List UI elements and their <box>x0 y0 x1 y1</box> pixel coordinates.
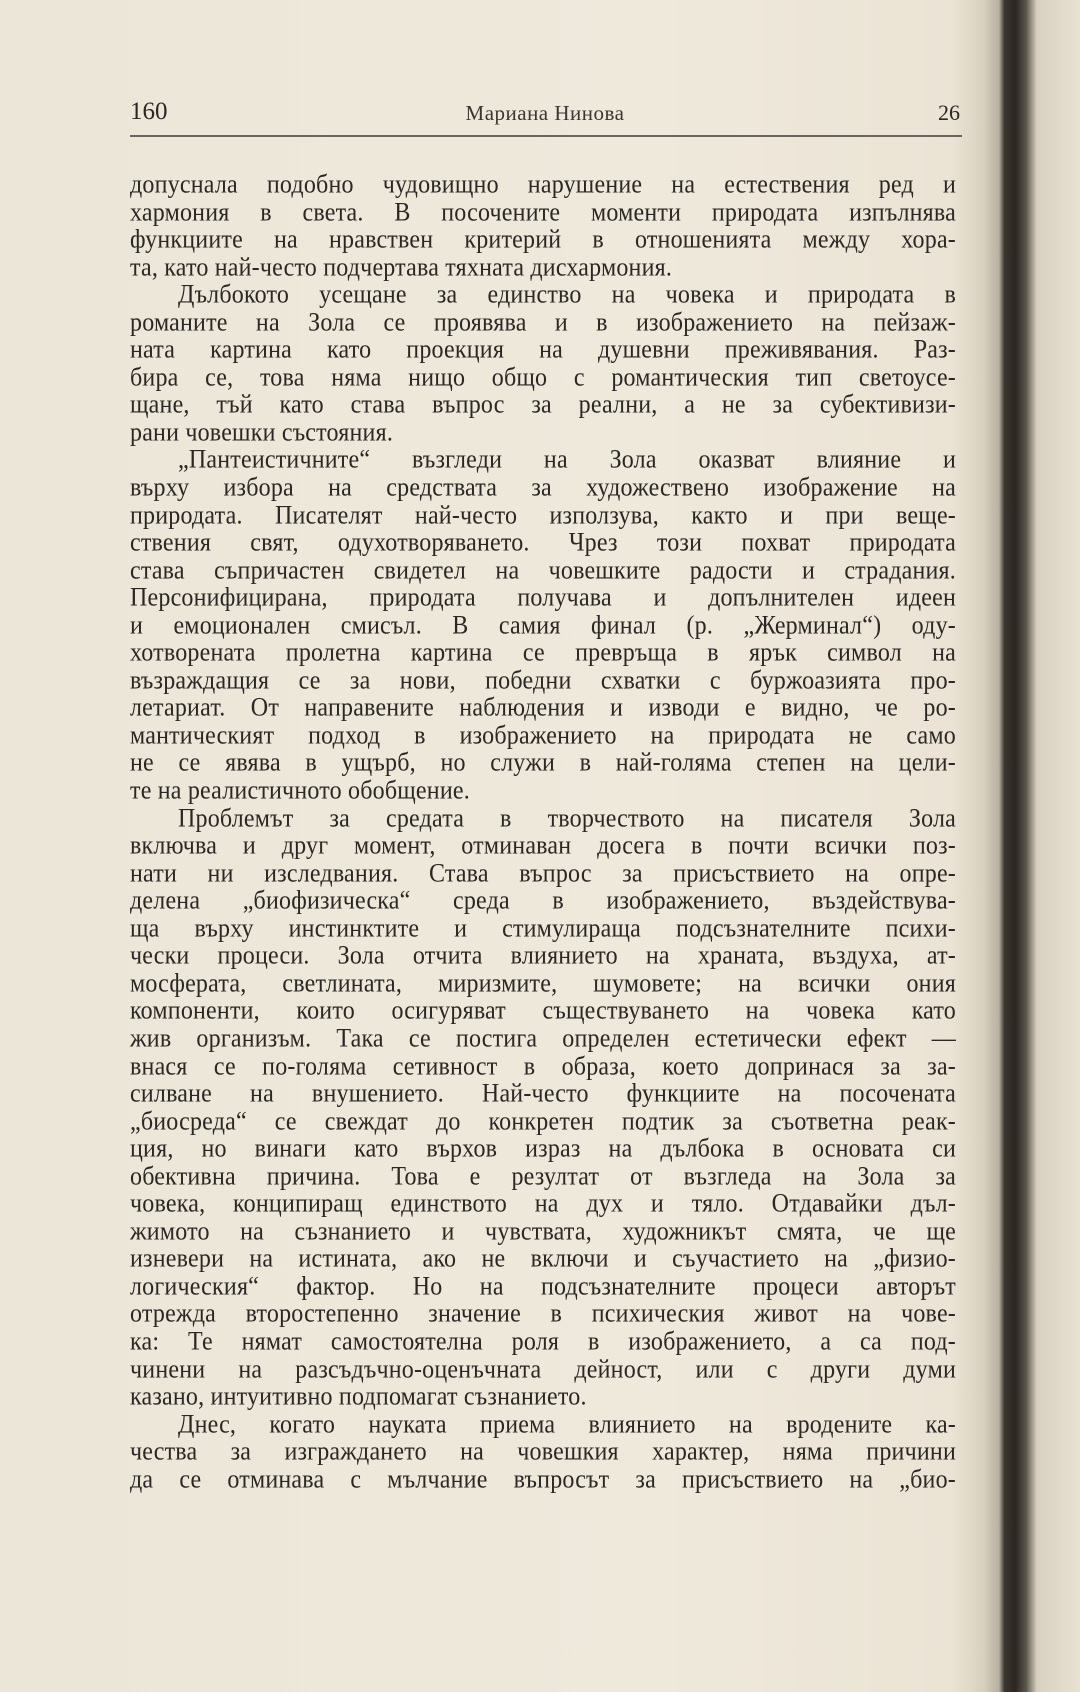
text-line: ща върху инстинктите и стимулираща подсъзнателните психи- <box>130 914 956 943</box>
text-line: внася се по-голяма сетивност в образа, което допринася за за- <box>130 1052 956 1081</box>
text-line: отрежда второстепенно значение в психическия живот на чове- <box>130 1300 956 1329</box>
text-line: и емоционален смисъл. В самия финал (р. „Жерминал“) оду- <box>130 611 956 640</box>
text-line: функциите на нравствен критерий в отношенията между хора- <box>130 225 956 255</box>
text-line: ка: Те нямат самостоятелна роля в изображението, а са под- <box>130 1327 956 1356</box>
text-line: Днес, когато науката приема влиянието на вродените ка- <box>178 1410 956 1439</box>
text-line: логическия“ фактор. Но на подсъзнателните процеси авторът <box>130 1272 956 1301</box>
text-line: компоненти, които осигуряват съществуването на човека като <box>130 997 956 1026</box>
text-line: става съпричастен свидетел на човешките радости и страдания. <box>130 556 956 585</box>
text-line: казано, интуитивно подпомагат съзнанието. <box>130 1382 587 1412</box>
text-line: не се явява в ущърб, но служи в най-голяма степен на цели- <box>130 749 956 778</box>
text-line: хармония в света. В посочените моменти природата изпълнява <box>130 198 956 227</box>
text-line: Персонифицирана, природата получава и допълнителен идеен <box>130 584 956 613</box>
text-line: делена „биофизическа“ среда в изображението, въздействува- <box>130 887 956 916</box>
text-line: включва и друг момент, отминаван досега в почти всички поз- <box>130 832 956 861</box>
text-line: чества за изграждането на човешкия характер, няма причини <box>130 1438 956 1467</box>
text-line: хотворената пролетна картина се превръща в ярък символ на <box>130 639 956 668</box>
text-line: нати ни изследвания. Става въпрос за присъствието на опре- <box>130 859 956 888</box>
text-line: бира се, това няма нищо общо с романтическия тип светоусе- <box>130 363 956 392</box>
text-line: ция, но винаги като върхов израз на дълбока в основата си <box>130 1135 956 1164</box>
text-line: ствения свят, одухотворяването. Чрез този похват природата <box>130 529 956 558</box>
text-line: човека, конципиращ единството на дух и тяло. Отдавайки дъл- <box>130 1190 956 1219</box>
text-line: Проблемът за средата в творчеството на писателя Зола <box>178 804 956 833</box>
text-line: изневери на истината, ако не включи и съучастието на „физио- <box>130 1245 956 1274</box>
text-line: природата. Писателят най-често използува, както и при веще- <box>130 501 956 530</box>
text-line: ната картина като проекция на душевни преживявания. Раз- <box>130 336 956 365</box>
page-number: 160 <box>130 98 168 125</box>
page-header <box>130 98 960 132</box>
text-line: чески процеси. Зола отчита влиянието на храната, въздуха, ат- <box>130 942 956 971</box>
text-line: да се отминава с мълчание въпросът за присъствието на „био- <box>130 1465 956 1494</box>
text-line: мантическият подход в изображението на природата не само <box>130 721 956 750</box>
body-text <box>130 172 956 1494</box>
text-line: допуснала подобно чудовищно нарушение на естествения ред и <box>130 170 956 199</box>
text-line: летариат. От направените наблюдения и изводи е видно, че ро- <box>130 694 956 723</box>
header-rule <box>130 135 962 137</box>
text-line: обективна причина. Това е резултат от възгледа на Зола за <box>130 1162 956 1191</box>
text-line: чинени на разсъдъчно-оценъчната дейност, или с други думи <box>130 1355 956 1384</box>
text-line: възраждащия се за нови, победни схватки с буржоазията про- <box>130 666 956 695</box>
text-line: „Пантеистичните“ възгледи на Зола оказват влияние и <box>178 446 956 475</box>
text-line: силване на внушението. Най-често функциите на посочената <box>130 1079 956 1109</box>
text-line: рани човешки състояния. <box>130 418 394 447</box>
section-number: 26 <box>938 100 960 125</box>
text-line: „биосреда“ се свеждат до конкретен подтик за съответна реак- <box>130 1107 956 1136</box>
text-line: те на реалистичното обобщение. <box>130 776 470 806</box>
text-line: жимото на съзнанието и чувствата, художникът смята, че ще <box>130 1217 956 1246</box>
text-line: Дълбокото усещане за единство на човека и природата в <box>178 281 956 310</box>
running-title: Мариана Нинова <box>465 101 625 125</box>
text-line: щане, тъй като става въпрос за реални, а не за субективизи- <box>130 391 956 420</box>
text-line: мосферата, светлината, миризмите, шумовете; на всички ония <box>130 969 956 998</box>
text-line: жив организъм. Така се постига определен естетически ефект — <box>130 1024 956 1053</box>
text-line: та, като най-често подчертава тяхната дисхармония. <box>130 253 673 282</box>
text-line: романите на Зола се проявява и в изображението на пейзаж- <box>130 308 956 337</box>
text-line: върху избора на средствата за художествено изображение на <box>130 473 956 502</box>
